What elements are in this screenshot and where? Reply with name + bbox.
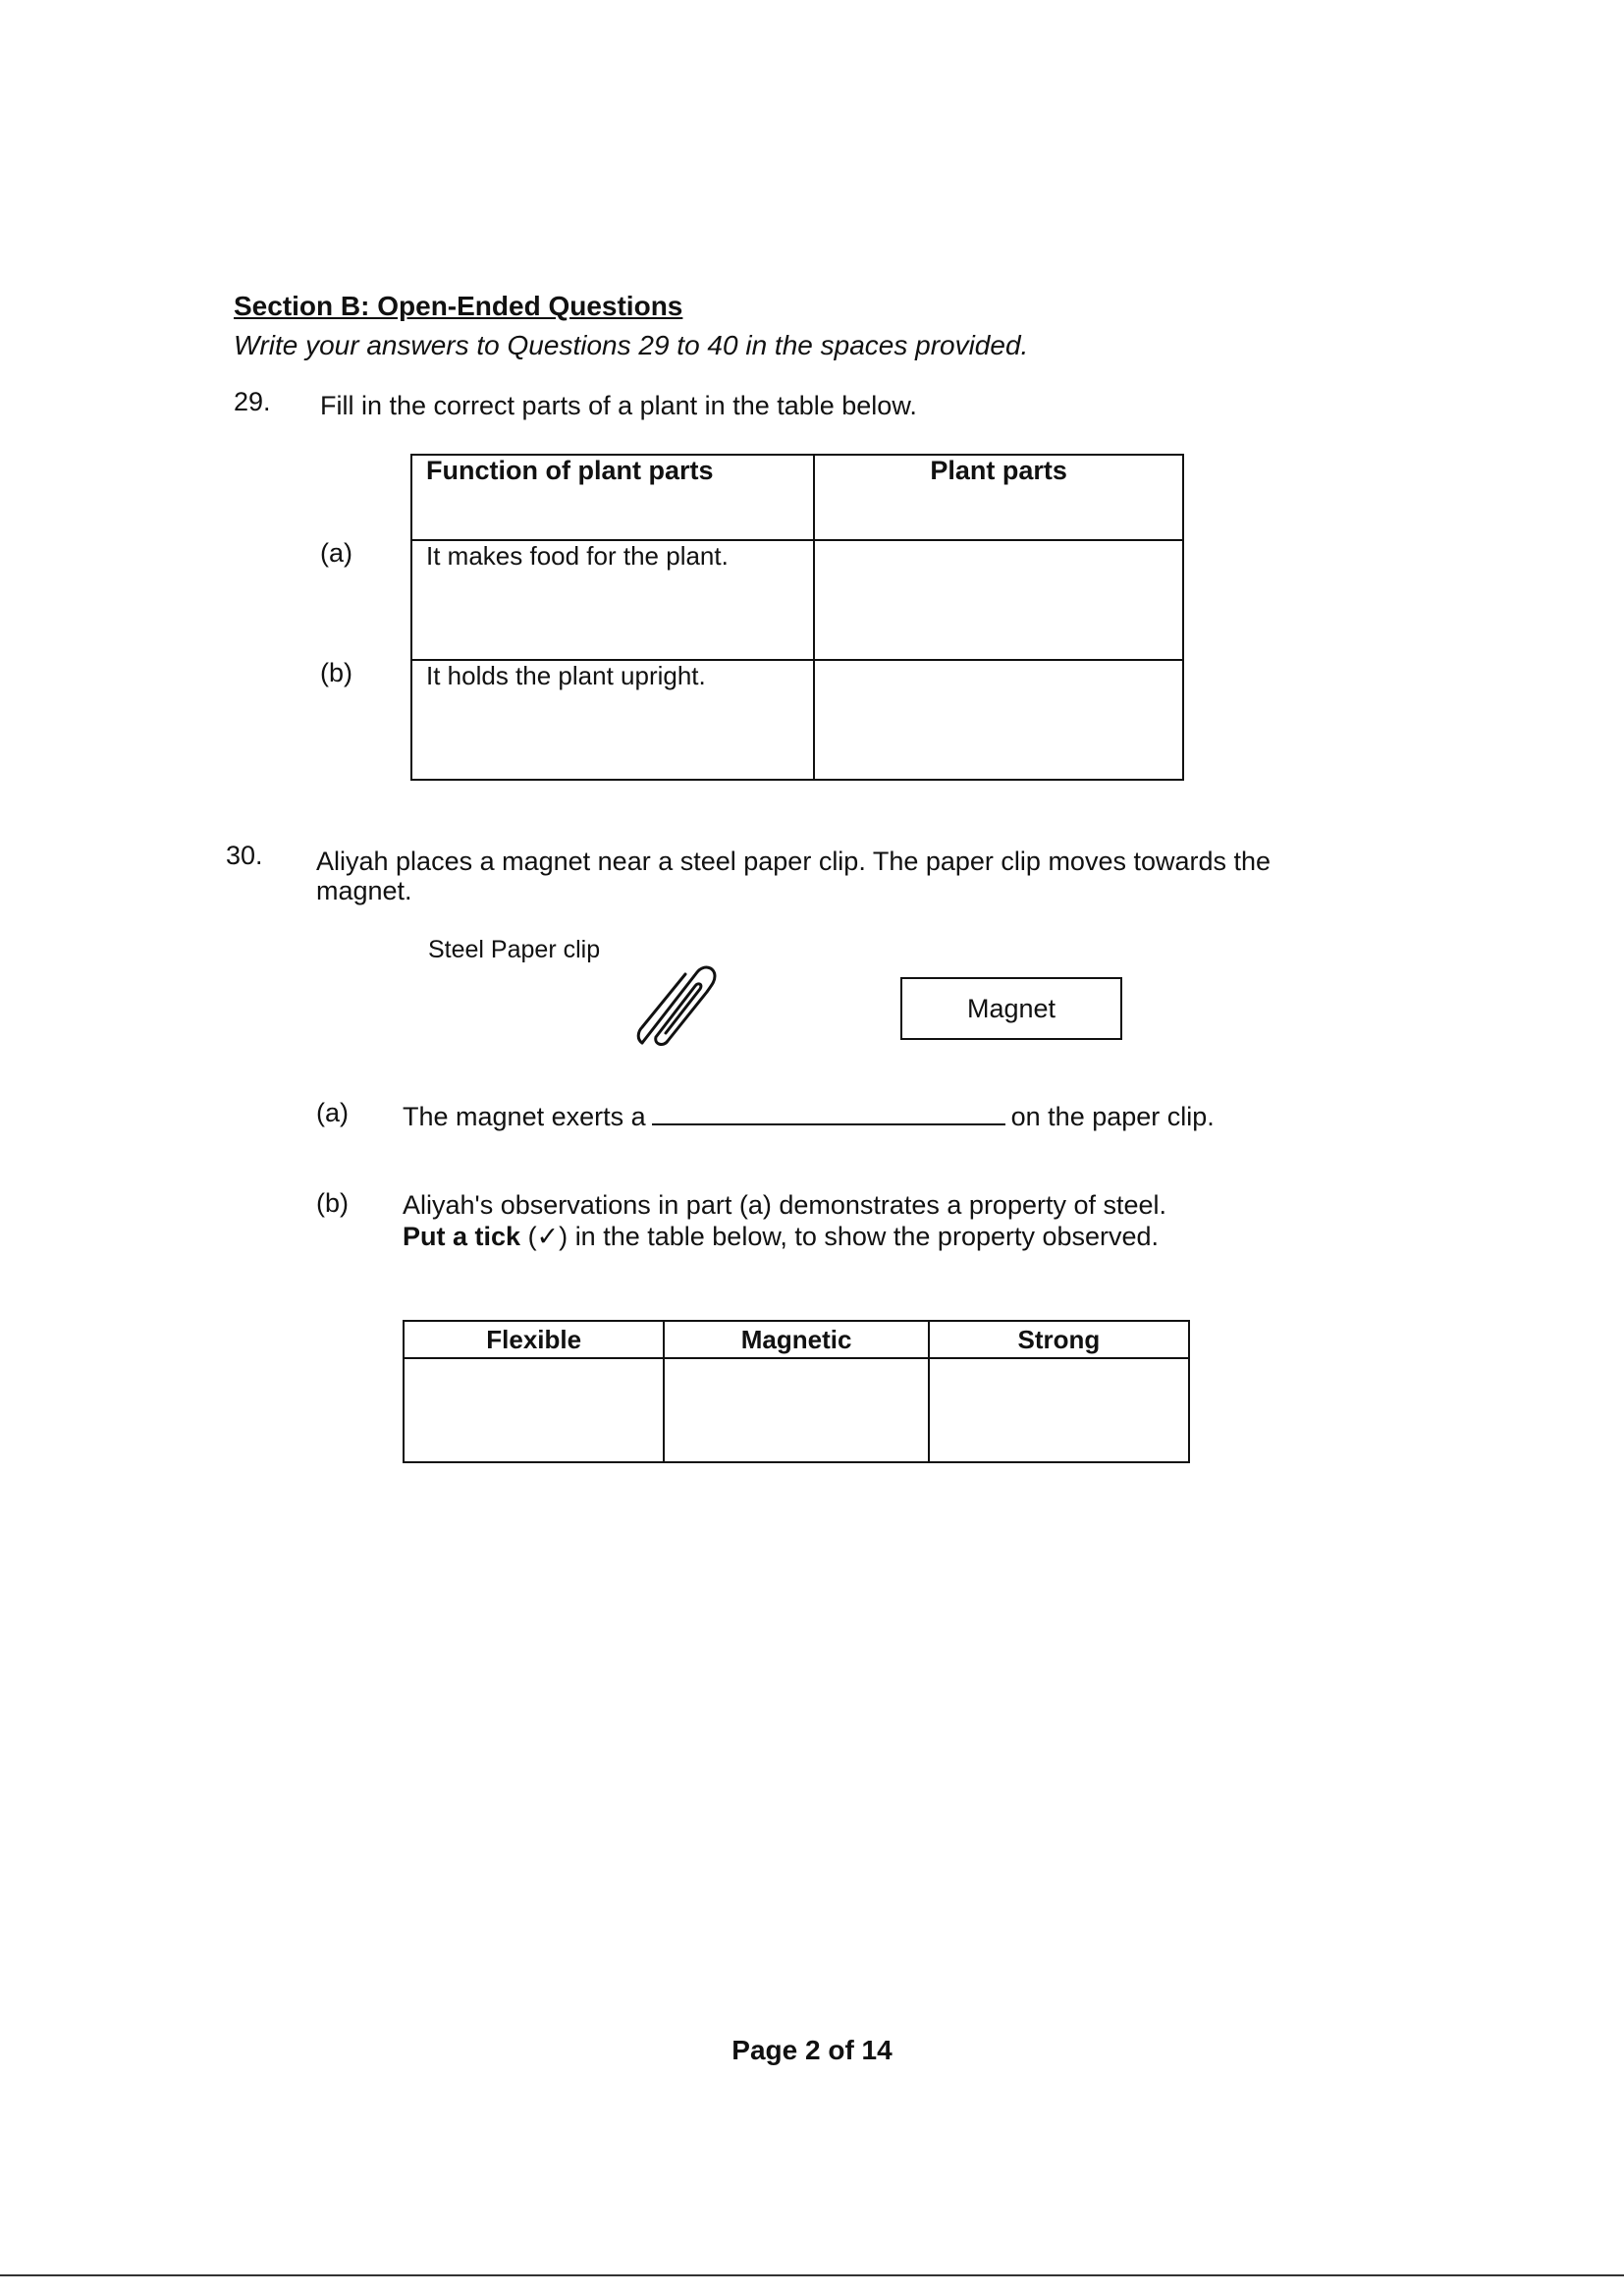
part-a-text-after: on the paper clip. [1010,1102,1215,1131]
table-header-row [404,1321,1189,1358]
question-30-number: 30. [226,841,263,870]
header-plant-parts: Plant parts [814,455,1183,540]
property-table [403,1320,1190,1463]
row-label-b: (b) [320,658,352,687]
magnet-label: Magnet [966,993,1056,1023]
answer-cell-b[interactable] [814,660,1183,780]
magnet-box [900,977,1122,1040]
function-cell-a: It makes food for the plant. [411,540,814,660]
page-number: Page 2 of 14 [731,2035,893,2065]
answer-cell-a[interactable] [814,540,1183,660]
answer-blank[interactable] [652,1098,1005,1125]
table-row [411,540,1183,660]
row-label-a: (a) [320,538,352,568]
part-a-sentence [403,1098,1215,1131]
part-b-line-2 [403,1222,1159,1251]
section-instruction: Write your answers to Questions 29 to 40 in the spaces provided. [234,330,1029,360]
part-b-label: (b) [316,1188,349,1218]
tick-cell-flexible[interactable] [404,1358,664,1462]
part-b-instruction: in the table below, to show the property observed. [574,1222,1160,1251]
function-cell-b: It holds the plant upright. [411,660,814,780]
table-header-row [411,455,1183,540]
table-row [404,1358,1189,1462]
paper-clip-icon [628,960,727,1051]
question-29-text: Fill in the correct parts of a plant in the table below. [320,391,917,420]
plant-parts-table [410,454,1184,781]
question-29-number: 29. [234,387,271,416]
header-function: Function of plant parts [411,455,814,540]
header-strong: Strong [929,1321,1189,1358]
table-row [411,660,1183,780]
section-title: Section B: Open-Ended Questions [234,291,683,321]
part-a-label: (a) [316,1098,349,1127]
put-a-tick-text: Put a tick [403,1222,521,1251]
header-flexible: Flexible [404,1321,664,1358]
question-30-text: Aliyah places a magnet near a steel paper clip. The paper clip moves towards the magnet. [316,847,1272,905]
paper-clip-label: Steel Paper clip [428,936,601,963]
header-magnetic: Magnetic [664,1321,929,1358]
part-b-line-1: Aliyah's observations in part (a) demonstrates a property of steel. [403,1190,1167,1220]
part-a-text-before: The magnet exerts a [403,1102,646,1131]
tick-cell-magnetic[interactable] [664,1358,929,1462]
tick-cell-strong[interactable] [929,1358,1189,1462]
page-bottom-rule [0,2274,1624,2276]
tick-symbol: (✓) [527,1222,568,1251]
